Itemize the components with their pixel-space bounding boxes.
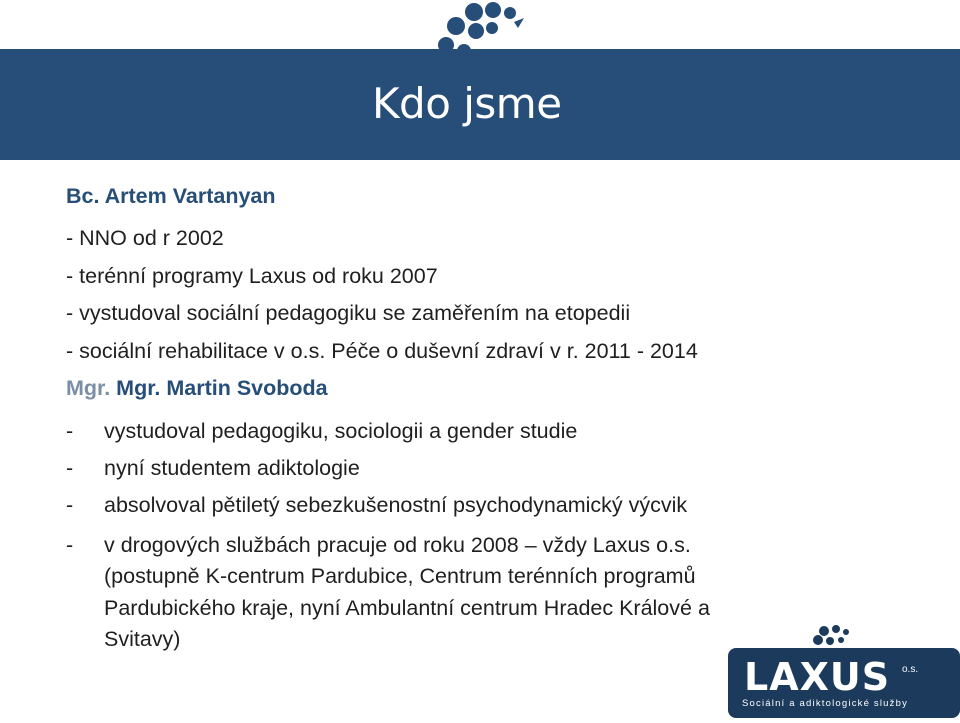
- page-title: Kdo jsme: [372, 79, 562, 128]
- person2-name: [66, 374, 328, 402]
- laxus-logo: [724, 624, 960, 718]
- logo-name: LAXUS: [744, 655, 891, 699]
- name-text: Mgr. Martin Svoboda: [116, 376, 328, 400]
- item-text: nyní studentem adiktologie: [104, 456, 360, 480]
- logo-suffix: o.s.: [902, 664, 919, 675]
- item-text: vystudoval pedagogiku, sociologii a gender studie: [104, 419, 578, 443]
- person1-line: - terénní programy Laxus od roku 2007: [66, 264, 438, 288]
- person1-line: - sociální rehabilitace v o.s. Péče o duševní zdraví v r. 2011 - 2014: [66, 339, 698, 363]
- name-prefix: Mgr.: [66, 376, 117, 400]
- logo-tagline: Sociální a adiktologické služby: [742, 698, 909, 709]
- person1-line: - NNO od r 2002: [66, 226, 224, 250]
- item-text: Pardubického kraje, nyní Ambulantní centrum Hradec Králové a: [104, 596, 710, 620]
- item-text: (postupně K-centrum Pardubice, Centrum terénních programů: [104, 564, 696, 588]
- item-text: absolvoval pětiletý sebezkušenostní psychodynamický výcvik: [104, 493, 688, 517]
- bullet-dash: -: [66, 456, 74, 480]
- bullet-dash: -: [66, 533, 74, 557]
- item-text: v drogových službách pracuje od roku 2008 – vždy Laxus o.s.: [104, 533, 691, 557]
- bullet-dash: -: [66, 493, 74, 517]
- bullet-dash: -: [66, 419, 74, 443]
- person1-name: Bc. Artem Vartanyan: [66, 184, 276, 208]
- person1-line: - vystudoval sociální pedagogiku se zaměřením na etopedii: [66, 301, 631, 325]
- item-text: Svitavy): [104, 627, 181, 651]
